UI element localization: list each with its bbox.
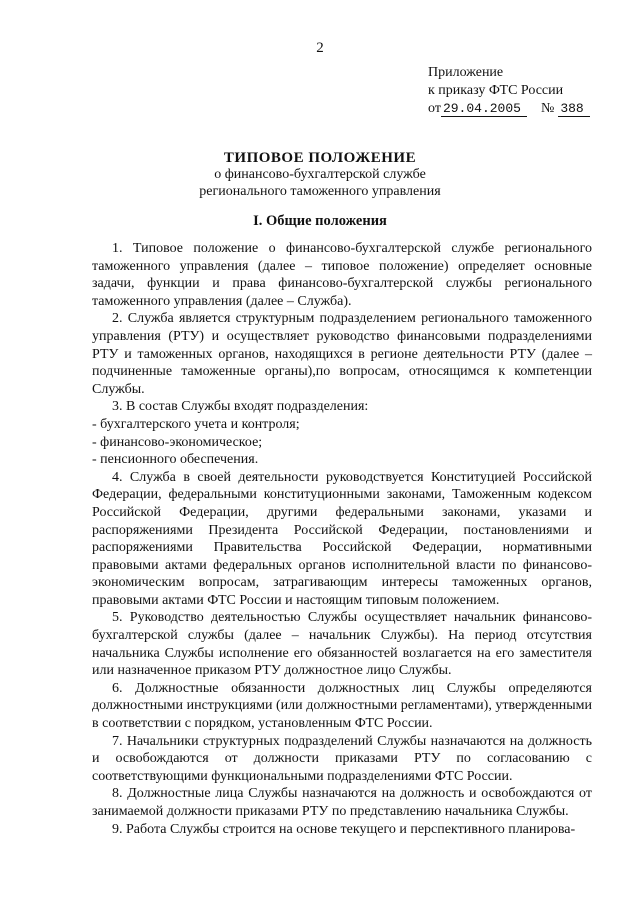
appendix-number: 388 (558, 101, 589, 117)
section-heading: I. Общие положения (253, 213, 387, 229)
paragraph-3: 3. В состав Службы входят подразделения: (112, 399, 369, 415)
appendix-date-prefix: от (428, 101, 441, 116)
paragraph-1: 1. Типовое положение о финансово-бухгалтерской службе регионального таможенного управления (далее – типовое положение) определяет основные задачи, функции и права финансово-бухгалтерской службы регионального таможенного управления (далее – Служба). (92, 241, 592, 309)
appendix-order-ref: к приказу ФТС России (428, 83, 564, 98)
subtitle-line-1: о финансово-бухгалтерской службе (214, 167, 426, 182)
paragraph-5: 5. Руководство деятельностью Службы осуществляет начальник финансово-бухгалтерской службы (далее – начальник Службы). На период отсутствия начальника Службы исполнение его обязанностей возлагается на его заместителя или назначенное приказом РТУ должностное лицо Службы. (92, 610, 592, 679)
document-body (92, 240, 592, 838)
paragraph-4: 4. Служба в своей деятельности руководствуется Конституцией Российской Федерации, федеральными конституционными законами, Таможенным кодексом Российской Федерации, другими федеральными законами, указами и распоряжениями Президента Российской Федерации, постановлениями и распоряжениями Правительства Российской Федерации, нормативными правовыми актами федеральных органов исполнительной власти по финансово-экономическим вопросам, затрагивающим интересы таможенных органов, правовыми актами ФТС России и настоящим типовым положением. (92, 469, 592, 608)
appendix-block (428, 64, 590, 118)
subdivision-item: - бухгалтерского учета и контроля; (92, 416, 300, 432)
subdivision-item: - пенсионного обеспечения. (92, 452, 259, 468)
document-subtitle (0, 166, 640, 200)
appendix-number-sign: № (540, 101, 555, 116)
appendix-title: Приложение (428, 65, 504, 80)
paragraph-2: 2. Служба является структурным подразделением регионального таможенного управления (РТУ) и осуществляет руководство финансовыми подразделениями РТУ и таможенных органов, находящихся в регионе деятельности РТУ (далее – подчиненные таможенные органы),по вопросам, относящимся к компетенции Службы. (92, 311, 592, 397)
document-title: ТИПОВОЕ ПОЛОЖЕНИЕ (223, 150, 417, 166)
paragraph-8: 8. Должностные лица Службы назначаются на должность и освобождаются от занимаемой должности приказами РТУ по представлению начальника Службы. (92, 786, 592, 819)
paragraph-6: 6. Должностные обязанности должностных лиц Службы определяются должностными инструкциями (или должностными регламентами), утвержденными в соответствии с порядком, установленным ФТС России. (92, 680, 592, 732)
page-number: 2 (316, 40, 324, 56)
paragraph-9: 9. Работа Службы строится на основе текущего и перспективного планирова- (112, 821, 576, 837)
paragraph-7: 7. Начальники структурных подразделений Службы назначаются на должность и освобождаются от должности приказами РТУ по согласованию с соответствующими функциональными подразделениями ФТС России. (92, 733, 592, 784)
appendix-date: 29.04.2005 (441, 101, 527, 117)
appendix-date-line (428, 100, 590, 118)
subdivision-item: - финансово-экономическое; (92, 434, 263, 450)
subtitle-line-2: регионального таможенного управления (199, 184, 441, 199)
